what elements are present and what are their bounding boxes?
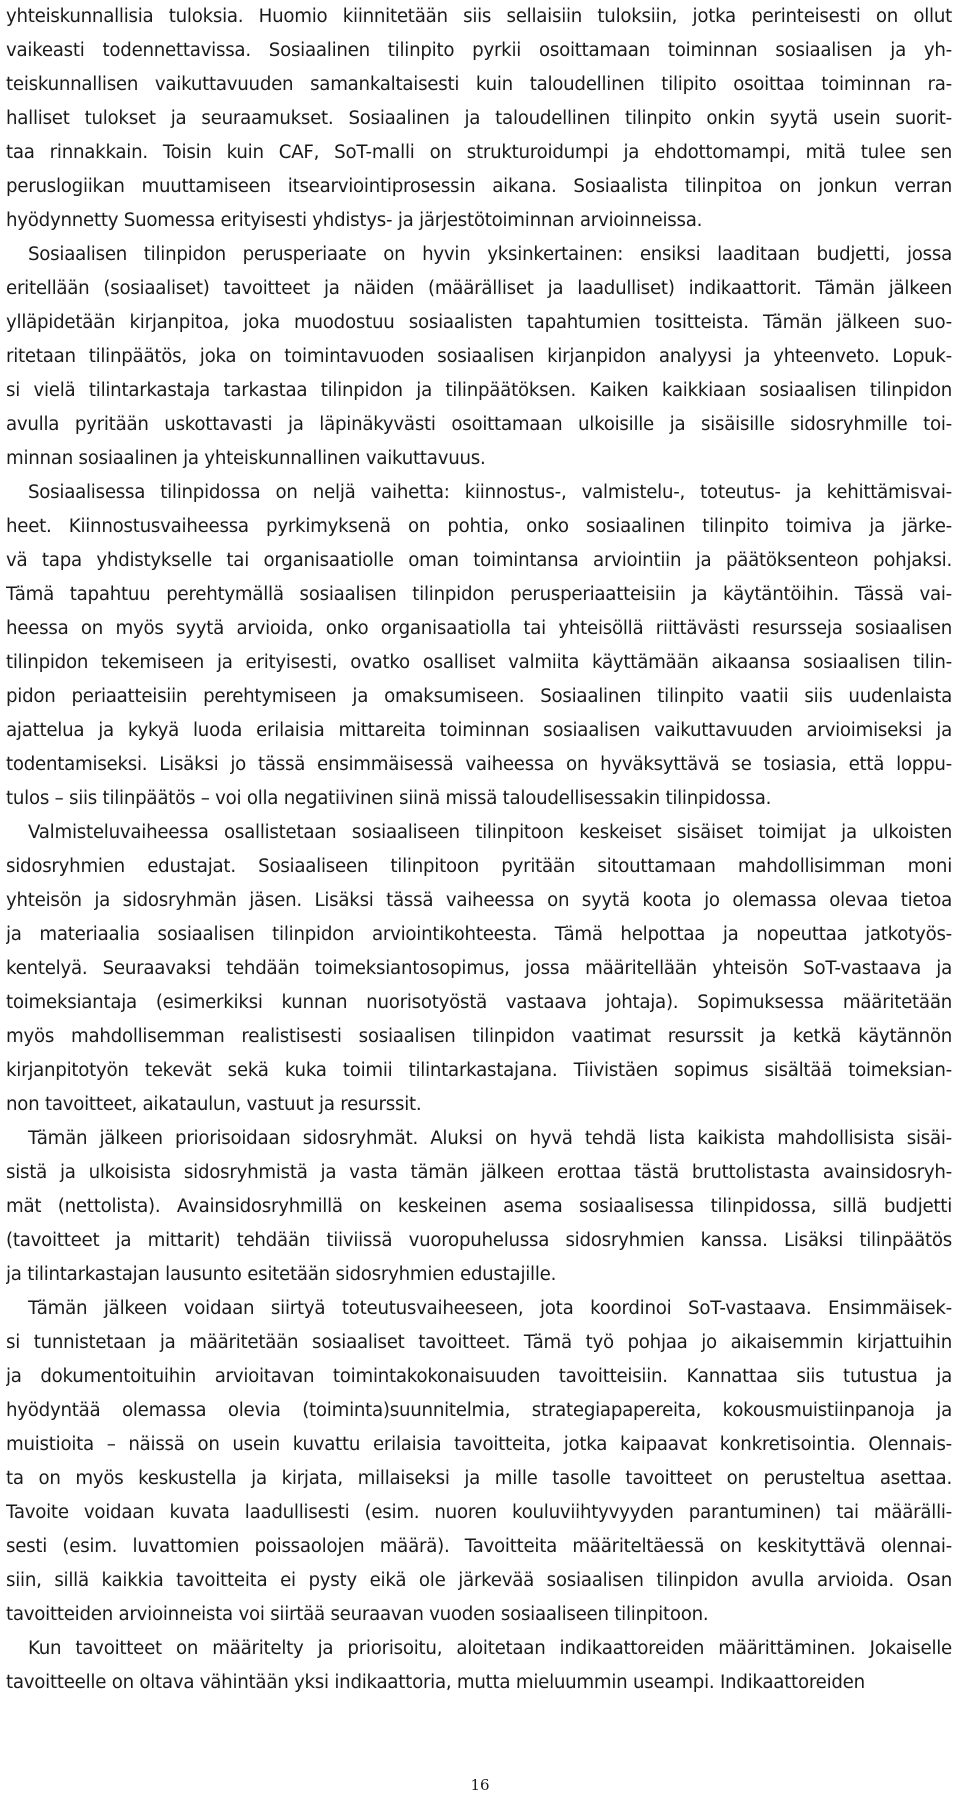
text-line: heessa on myös syytä arvioida, onko organisaatiolla tai yhteisöllä riittävästi resursseja sosiaalisen	[6, 618, 952, 639]
text-line: heet. Kiinnostusvaiheessa pyrkimyksenä on pohtia, onko sosiaalinen tilinpito toimiva ja järke-	[6, 516, 952, 537]
text-line: hyödyntää olemassa olevia (toiminta)suunnitelmia, strategiapapereita, kokousmuistiinpanoja ja	[6, 1400, 952, 1421]
text-line: sesti (esim. luvattomien poissaolojen määrä). Tavoitteita määriteltäessä on keskityttävä olennai-	[6, 1536, 952, 1557]
text-line: yhteisön ja sidosryhmän jäsen. Lisäksi tässä vaiheessa on syytä koota jo olemassa olevaa tietoa	[6, 890, 952, 911]
text-line: kentelyä. Seuraavaksi tehdään toimeksiantosopimus, jossa määritellään yhteisön SoT-vastaava ja	[6, 958, 952, 979]
text-line: eritellään (sosiaaliset) tavoitteet ja näiden (määrälliset ja laadulliset) indikaattorit. Tämän jälkeen	[6, 278, 952, 299]
text-line: Sosiaalisessa tilinpidossa on neljä vaihetta: kiinnostus-, valmistelu-, toteutus- ja kehittämisvai-	[28, 482, 952, 503]
text-line: ta on myös keskustella ja kirjata, millaiseksi ja mille tasolle tavoitteet on perusteltua asettaa.	[6, 1468, 952, 1489]
text-line: sidosryhmien edustajat. Sosiaaliseen tilinpitoon pyritään sitouttamaan mahdollisimman moni	[6, 856, 952, 877]
text-line: taa rinnakkain. Toisin kuin CAF, SoT-malli on strukturoidumpi ja ehdottomampi, mitä tulee sen	[6, 142, 952, 163]
text-line: avulla pyritään uskottavasti ja läpinäkyvästi osoittamaan ulkoisille ja sisäisille sidosryhmille toi-	[6, 414, 952, 435]
text-line: Valmisteluvaiheessa osallistetaan sosiaaliseen tilinpitoon keskeiset sisäiset toimijat ja ulkoisten	[28, 822, 952, 843]
text-line: pidon periaatteisiin perehtymiseen ja omaksumiseen. Sosiaalinen tilinpito vaatii siis uudenlaista	[6, 686, 952, 707]
text-line: Tämä tapahtuu perehtymällä sosiaalisen tilinpidon perusperiaatteisiin ja käytäntöihin. Tässä vai-	[6, 584, 952, 605]
text-line: ritetaan tilinpäätös, joka on toimintavuoden sosiaalisen kirjanpidon analyysi ja yhteenveto. Lopuk-	[6, 346, 952, 367]
text-line: teiskunnallisen vaikuttavuuden samankaltaisesti kuin taloudellinen tilipito osoittaa toiminnan ra-	[6, 74, 952, 95]
text-line: todentamiseksi. Lisäksi jo tässä ensimmäisessä vaiheessa on hyväksyttävä se tosiasia, että loppu-	[6, 754, 952, 775]
text-line: kirjanpitotyön tekevät sekä kuka toimii tilintarkastajana. Tiivistäen sopimus sisältää toimeksian-	[6, 1060, 952, 1081]
text-line: ylläpidetään kirjanpitoa, joka muodostuu sosiaalisten tapahtumien tositteista. Tämän jälkeen suo-	[6, 312, 952, 333]
text-line: yhteiskunnallisia tuloksia. Huomio kiinnitetään siis sellaisiin tuloksiin, jotka perinteisesti on ollut	[6, 6, 952, 27]
text-line: Sosiaalisen tilinpidon perusperiaate on hyvin yksinkertainen: ensiksi laaditaan budjetti, jossa	[28, 244, 952, 265]
text-line: si tunnistetaan ja määritetään sosiaaliset tavoitteet. Tämä työ pohjaa jo aikaisemmin kirjattuihin	[6, 1332, 952, 1353]
text-line: sistä ja ulkoisista sidosryhmistä ja vasta tämän jälkeen erottaa tästä bruttolistasta avainsidosryh-	[6, 1162, 952, 1183]
text-line: mät (nettolista). Avainsidosryhmillä on keskeinen asema sosiaalisessa tilinpidossa, sillä budjetti	[6, 1196, 952, 1217]
text-line: hyödynnetty Suomessa erityisesti yhdistys- ja järjestötoiminnan arvioinneissa.	[6, 210, 703, 231]
text-line: vä tapa yhdistykselle tai organisaatiolle oman toimintansa arviointiin ja päätöksenteon pohjaksi.	[6, 550, 952, 571]
text-line: tilinpidon tekemiseen ja erityisesti, ovatko osalliset valmiita käyttämään aikaansa sosiaalisen tilin-	[6, 652, 952, 673]
page-number: 16	[470, 1776, 490, 1794]
text-line: Tavoite voidaan kuvata laadullisesti (esim. nuoren kouluviihtyvyyden parantuminen) tai määrälli-	[6, 1502, 952, 1523]
text-line: non tavoitteet, aikataulun, vastuut ja resurssit.	[6, 1094, 422, 1115]
text-line: ajattelua ja kykyä luoda erilaisia mittareita toiminnan sosiaalisen vaikuttavuuden arvioimiseksi ja	[6, 720, 952, 741]
text-line: si vielä tilintarkastaja tarkastaa tilinpidon ja tilinpäätöksen. Kaiken kaikkiaan sosiaalisen tilinpidon	[6, 380, 952, 401]
text-line: siin, sillä kaikkia tavoitteita ei pysty eikä ole järkevää sosiaalisen tilinpidon avulla arvioida. Osan	[6, 1570, 952, 1591]
text-line: toimeksiantaja (esimerkiksi kunnan nuorisotyöstä vastaava johtaja). Sopimuksessa määritetään	[6, 992, 952, 1013]
text-line: ja materiaalia sosiaalisen tilinpidon arviointikohteesta. Tämä helpottaa ja nopeuttaa jatkotyös-	[6, 924, 952, 945]
text-line: tavoitteelle on oltava vähintään yksi indikaattoria, mutta mieluummin useampi. Indikaattoreiden	[6, 1672, 865, 1693]
text-line: minnan sosiaalinen ja yhteiskunnallinen vaikuttavuus.	[6, 448, 486, 469]
text-line: vaikeasti todennettavissa. Sosiaalinen tilinpito pyrkii osoittamaan toiminnan sosiaalisen ja yh-	[6, 40, 952, 61]
text-line: peruslogiikan muuttamiseen itsearviointiprosessin aikana. Sosiaalista tilinpitoa on jonkun verran	[6, 176, 952, 197]
text-line: Kun tavoitteet on määritelty ja priorisoitu, aloitetaan indikaattoreiden määrittäminen. Jokaiselle	[28, 1638, 952, 1659]
text-line: Tämän jälkeen voidaan siirtyä toteutusvaiheeseen, jota koordinoi SoT-vastaava. Ensimmäisek-	[28, 1298, 952, 1319]
text-line: (tavoitteet ja mittarit) tehdään tiiviissä vuoropuhelussa sidosryhmien kanssa. Lisäksi tilinpäätös	[6, 1230, 952, 1251]
text-line: Tämän jälkeen priorisoidaan sidosryhmät. Aluksi on hyvä tehdä lista kaikista mahdollisista sisäi-	[28, 1128, 952, 1149]
text-line: ja dokumentoituihin arvioitavan toimintakokonaisuuden tavoitteisiin. Kannattaa siis tutustua ja	[6, 1366, 952, 1387]
text-line: halliset tulokset ja seuraamukset. Sosiaalinen ja taloudellinen tilinpito onkin syytä usein suorit-	[6, 108, 952, 129]
body-text	[6, 0, 952, 1700]
text-line: ja tilintarkastajan lausunto esitetään sidosryhmien edustajille.	[6, 1264, 557, 1285]
text-line: muistioita – näissä on usein kuvattu erilaisia tavoitteita, jotka kaipaavat konkretisointia. Olennais-	[6, 1434, 952, 1455]
text-line: myös mahdollisemman realistisesti sosiaalisen tilinpidon vaatimat resurssit ja ketkä käytännön	[6, 1026, 952, 1047]
text-line: tulos – siis tilinpäätös – voi olla negatiivinen siinä missä taloudellisessakin tilinpidossa.	[6, 788, 772, 809]
text-line: tavoitteiden arvioinneista voi siirtää seuraavan vuoden sosiaaliseen tilinpitoon.	[6, 1604, 709, 1625]
